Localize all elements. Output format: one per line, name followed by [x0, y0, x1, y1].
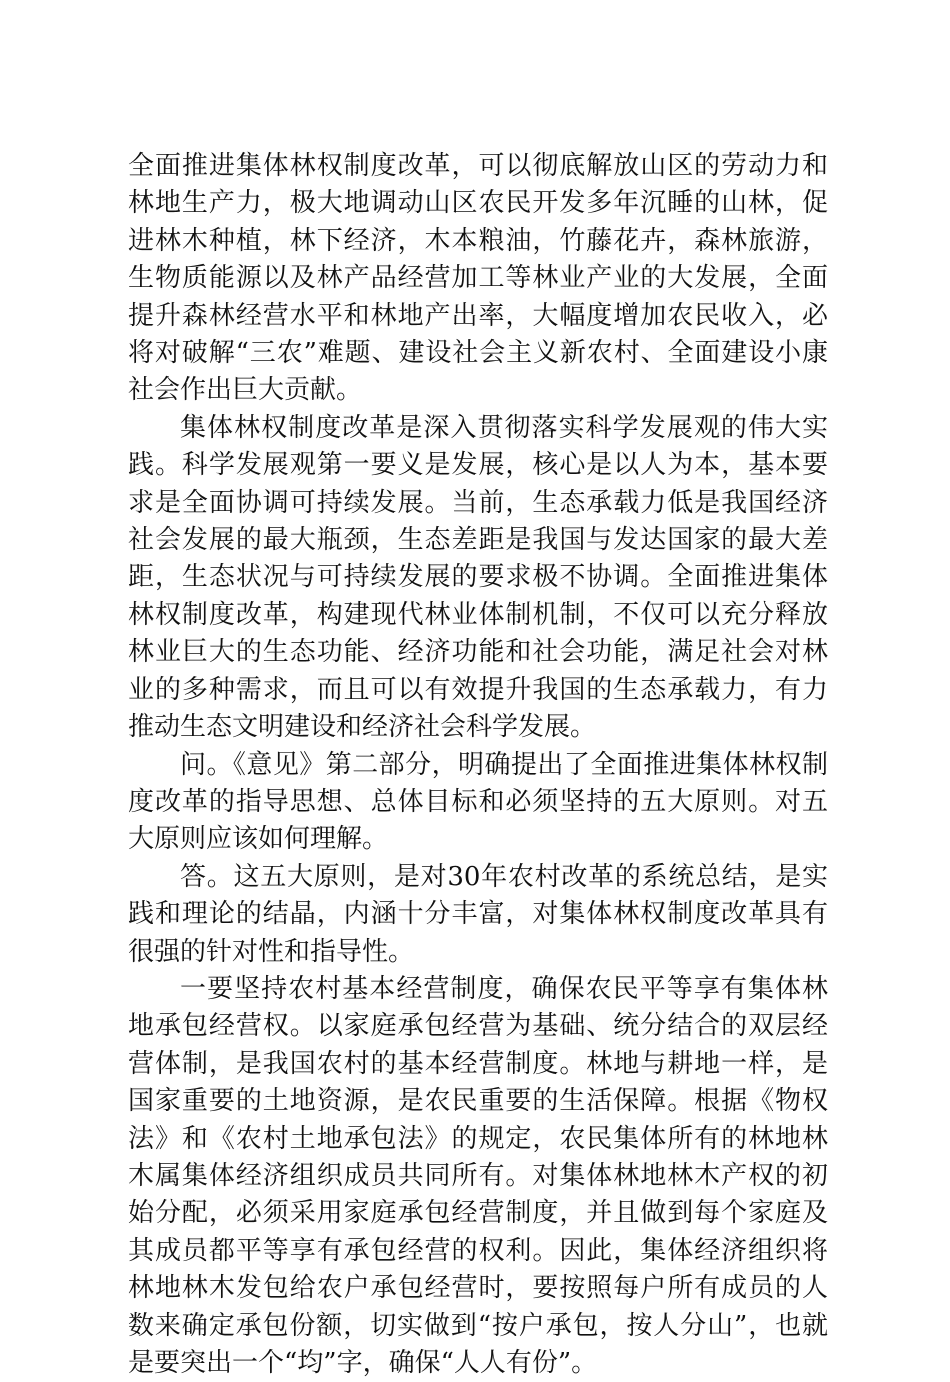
document-body [128, 148, 828, 1382]
paragraph-question: 问。《意见》第二部分，明确提出了全面推进集体林权制度改革的指导思想、总体目标和必须坚持的五大原则。对五大原则应该如何理解。 [128, 749, 828, 855]
paragraph-principle-one: 一要坚持农村基本经营制度，确保农民平等享有集体林地承包经营权。以家庭承包经营为基础、统分结合的双层经营体制，是我国农村的基本经营制度。林地与耕地一样，是国家重要的土地资源，是农民重要的生活保障。根据《物权法》和《农村土地承包法》的规定，农民集体所有的林地林木属集体经济组织成员共同所有。对集体林地林木产权的初始分配，必须采用家庭承包经营制度，并且做到每个家庭及其成员都平等享有承包经营的权利。因此，集体经济组织将林地林木发包给农户承包经营时，要按照每户所有成员的人数来确定承包份额，切实做到“按户承包，按人分山”，也就是要突出一个“均”字，确保“人人有份”。 [128, 973, 828, 1378]
paragraph-continuation: 全面推进集体林权制度改革，可以彻底解放山区的劳动力和林地生产力，极大地调动山区农民开发多年沉睡的山林，促进林木种植，林下经济，木本粮油，竹藤花卉，森林旅游，生物质能源以及林产品经营加工等林业产业的大发展，全面提升森林经营水平和林地产出率，大幅度增加农民收入，必将对破解“三农”难题、建设社会主义新农村、全面建设小康社会作出巨大贡献。 [128, 151, 828, 406]
paragraph-reform-practice: 集体林权制度改革是深入贯彻落实科学发展观的伟大实践。科学发展观第一要义是发展，核心是以人为本，基本要求是全面协调可持续发展。当前，生态承载力低是我国经济社会发展的最大瓶颈，生态差距是我国与发达国家的最大差距，生态状况与可持续发展的要求极不协调。全面推进集体林权制度改革，构建现代林业体制机制，不仅可以充分释放林业巨大的生态功能、经济功能和社会功能，满足社会对林业的多种需求，而且可以有效提升我国的生态承载力，有力推动生态文明建设和经济社会科学发展。 [128, 412, 828, 743]
paragraph-answer: 答。这五大原则，是对30年农村改革的系统总结，是实践和理论的结晶，内涵十分丰富，对集体林权制度改革具有很强的针对性和指导性。 [128, 861, 828, 967]
